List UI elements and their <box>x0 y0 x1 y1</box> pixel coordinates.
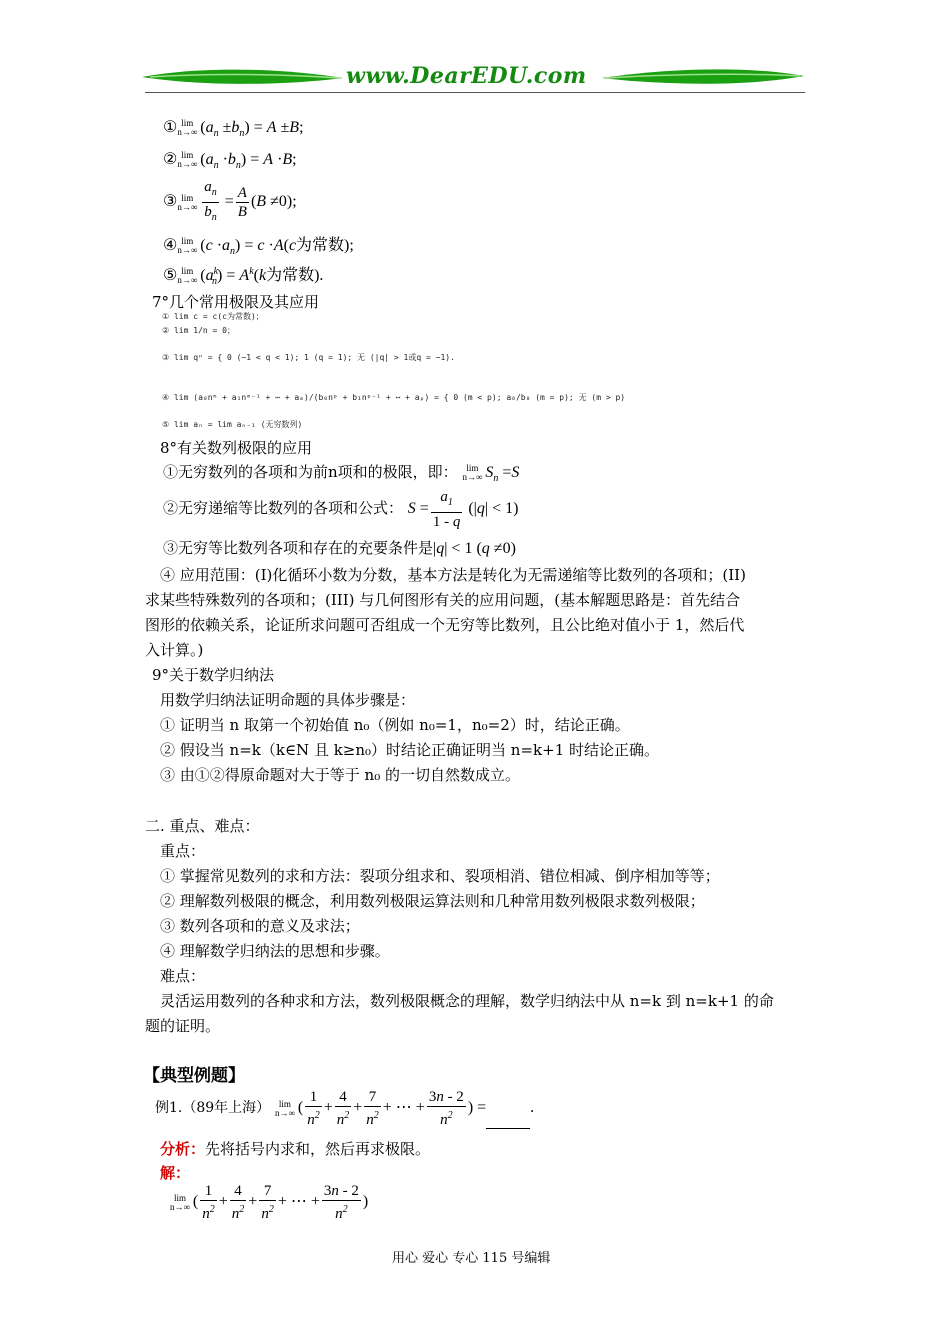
difficult-line-2: 题的证明。 <box>145 1017 221 1035</box>
sec7-item-4: ④ lim (a₀nᵐ + a₁nᵐ⁻¹ + ⋯ + aₘ)/(b₀nᵖ + b₁nᵖ⁻¹ + ⋯ + aₚ) = { 0 (m < p); a₀/b₀ (m = p); 无 (m > p) <box>162 393 626 402</box>
sec7-item-3: ③ lim qⁿ = { 0 (−1 < q < 1); 1 (q = 1); 无 (|q| > 1或q = −1). <box>162 353 455 362</box>
example-1-formula: lim n→∞ ( $\frac{1}{n^2}$ + $\frac{4}{n^2}$ + $\frac{7}{n^2}$ + ⋯ + $\frac{3n - 2}{n^2}$ ) = . <box>274 1089 535 1128</box>
header-leaf-left <box>140 64 345 90</box>
sec8-item-4-line-4: 入计算。) <box>145 641 204 659</box>
limit-rules-text <box>0 0 1 1</box>
examples-title: 【典型例题】 <box>143 1066 245 1086</box>
analysis-label: 分析： <box>160 1140 206 1158</box>
example-1 <box>155 1088 534 1129</box>
key-point-4: ④ 理解数学归纳法的思想和步骤。 <box>160 942 390 960</box>
key-points-label: 重点： <box>160 842 206 860</box>
sec7-title: 7°几个常用极限及其应用 <box>152 293 320 311</box>
sec8-item-3-formula: |q| < 1 (q ≠0) <box>433 540 516 557</box>
sec8-item-4-line-2: 求某些特殊数列的各项和；(III) 与几何图形有关的应用问题，(基本解题思路是：首先结合 <box>145 591 741 609</box>
sec9-step-3: ③ 由①②得原命题对大于等于 n₀ 的一切自然数成立。 <box>160 766 520 784</box>
analysis-text: 先将括号内求和，然后再求极限。 <box>205 1140 431 1158</box>
header-rule <box>145 92 805 93</box>
limit-rule-2: ② lim n→∞ $(a_n \cdot b_n) = A \cdot B$; <box>163 150 297 171</box>
answer-blank[interactable] <box>486 1114 530 1129</box>
sec7-item-1: ① lim c = c(c为常数)； <box>162 312 264 321</box>
sec8-item-1-text: ①无穷数列的各项和为前n项和的极限，即： <box>163 463 458 481</box>
sec8-item-1 <box>163 461 519 484</box>
header-logo: www.DearEDU.com <box>346 63 587 89</box>
analysis <box>160 1138 430 1159</box>
key-point-1: ① 掌握常见数列的求和方法：裂项分组求和、裂项相消、错位相减、倒序相加等等； <box>160 867 720 885</box>
sec8-item-4-line-3: 图形的依赖关系，论证所求问题可否组成一个无穷等比数列，且公比绝对值小于 1，然后代 <box>145 616 745 634</box>
limit-rule-5: ⑤ lim n→∞ $(a^k_n) = A^k(k$为常数). <box>163 266 324 287</box>
footer-text: 用心 爱心 专心 115 号编辑 <box>392 1251 551 1266</box>
difficult-line-1: 灵活运用数列的各种求和方法，数列极限概念的理解，数学归纳法中从 n=k 到 n=k+1 的命 <box>160 992 774 1010</box>
sec7-item-5: ⑤ lim aₙ = lim aₙ₋₁ (无穷数列) <box>162 420 303 429</box>
limit-rule-4: ④ lim n→∞ $(c \cdot a_n) = c \cdot A(c$为常数); <box>163 236 354 257</box>
key-point-2: ② 理解数列极限的概念，利用数列极限运算法则和几种常用数列极限求数列极限； <box>160 892 705 910</box>
sec8-item-2-formula: S = $\frac{a_1}{1 - q}$ (|q| < 1) <box>407 489 519 530</box>
sec8-item-1-formula: lim n→∞ $S_n =S$ <box>462 463 520 484</box>
sec8-item-3-text: ③无穷等比数列各项和存在的充要条件是 <box>163 539 434 557</box>
sec7-item-2: ② lim 1/n = 0； <box>162 326 235 335</box>
sec8-item-4-line-1: ④ 应用范围：(I)化循环小数为分数，基本方法是转化为无需递缩等比数列的各项和；(II) <box>160 566 746 584</box>
key-points-title: 二. 重点、难点： <box>145 817 260 835</box>
header-leaf-right <box>600 64 806 90</box>
sec8-item-3 <box>163 537 516 558</box>
sec9-title: 9°关于数学归纳法 <box>152 666 275 684</box>
sec9-step-2: ② 假设当 n=k（k∈N 且 k≥n₀）时结论正确证明当 n=k+1 时结论正确。 <box>160 741 660 759</box>
limit-rule-text-1 <box>0 0 1 1</box>
sec9-intro: 用数学归纳法证明命题的具体步骤是： <box>160 691 416 709</box>
sec9-step-1: ① 证明当 n 取第一个初始值 n₀（例如 n₀=1，n₀=2）时，结论正确。 <box>160 716 630 734</box>
difficult-points-label: 难点： <box>160 967 206 985</box>
solution-label: 解： <box>160 1164 191 1182</box>
sec8-item-2 <box>163 488 518 531</box>
sec8-title: 8°有关数列极限的应用 <box>160 439 313 457</box>
solution-formula: lim n→∞ ( $\frac{1}{n^2}$ + $\frac{4}{n^2}$ + $\frac{7}{n^2}$ + ⋯ + $\frac{3n - 2}{n^2}$ ) <box>170 1183 369 1222</box>
limit-rule-1: ① lim n→∞ $(a_n \pm b_n) = A \pm B$; <box>163 118 304 139</box>
sec8-item-2-text: ②无穷递缩等比数列的各项和公式： <box>163 499 404 518</box>
example-1-label: 例1.（89年上海） <box>155 1100 271 1117</box>
key-point-3: ③ 数列各项和的意义及求法； <box>160 917 360 935</box>
limit-rule-3: ③ lim n→∞ $\frac{a_n}{b_n}$ = $\frac{A}{B}$ (B ≠0); <box>163 179 297 223</box>
